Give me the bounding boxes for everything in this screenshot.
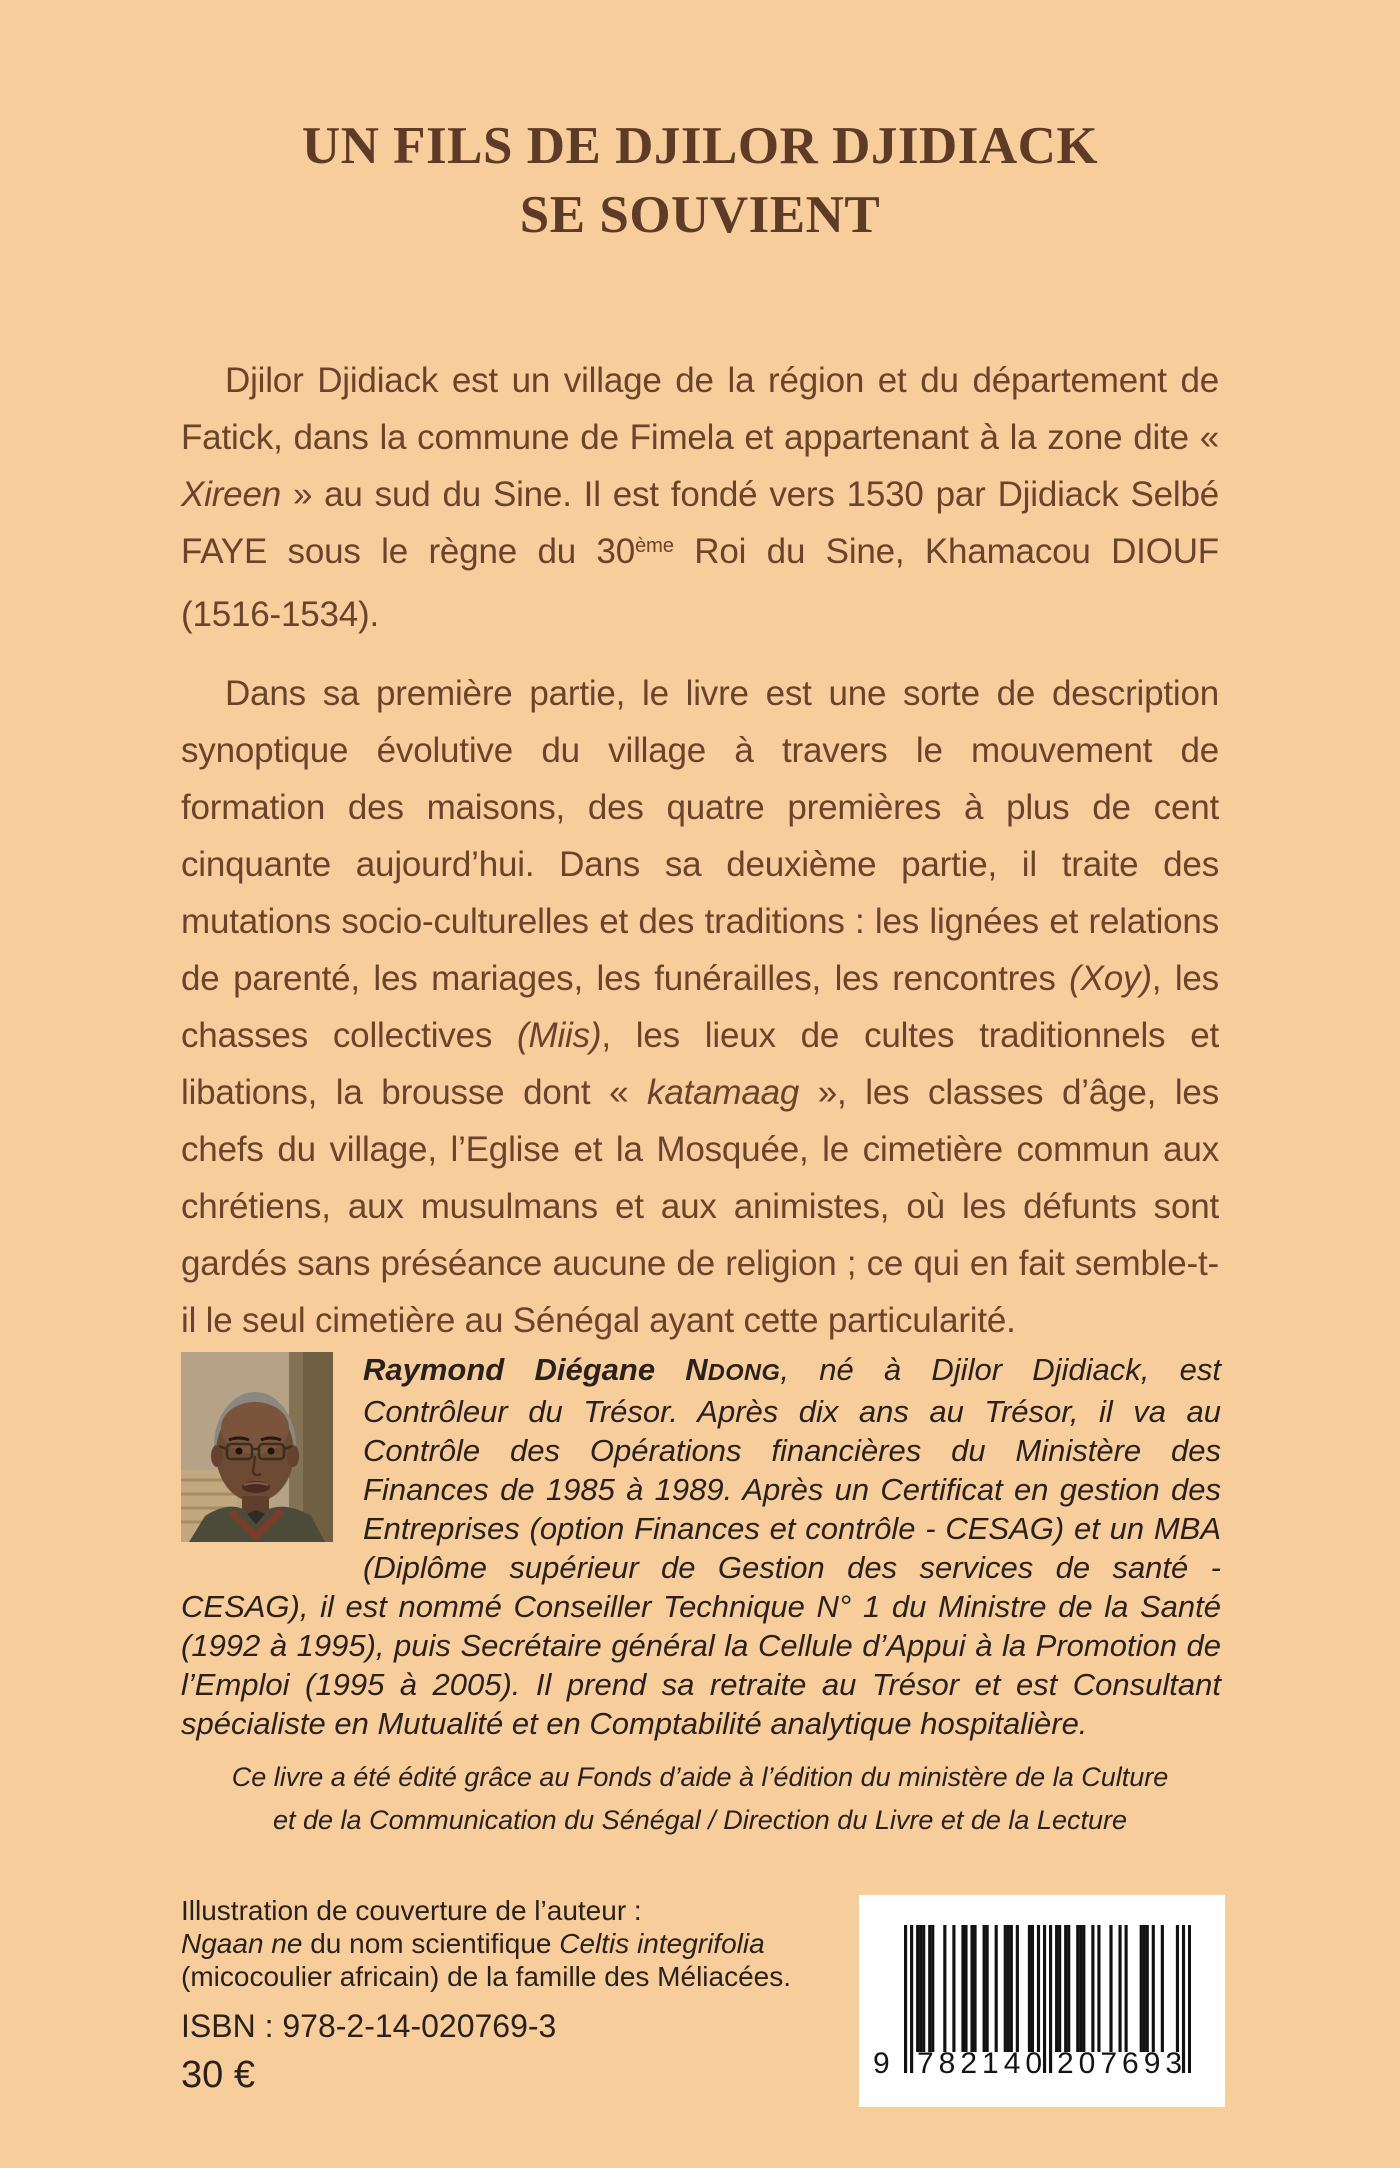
- book-title-line1: UN FILS DE DJILOR DJIDIACK: [301, 117, 1099, 175]
- cover-illustration-note-line2: Ngaan ne du nom scientifique Celtis integrifolia: [181, 1928, 765, 1959]
- book-title-line2: SE SOUVIENT: [519, 186, 881, 244]
- isbn: ISBN : 978-2-14-020769-3: [181, 2008, 557, 2044]
- author-bio: [181, 1350, 1221, 1743]
- synopsis-paragraph-1: Djilor Djidiack est un village de la région et du département de Fatick, dans la commune de Fimela et appartenant à la zone dite « Xireen » au sud du Sine. Il est fondé vers 1530 par Djidiack Selbé FAYE sous le règne du 30ème Roi du Sine, Khamacou DIOUF (1516-1534).: [181, 361, 1219, 634]
- author-photo: [181, 1352, 333, 1542]
- barcode: [859, 1895, 1225, 2107]
- price: 30 €: [181, 2054, 255, 2096]
- cover-illustration-note-line3: (micocoulier africain) de la famille des Méliacées.: [181, 1961, 792, 1992]
- funding-note-line1: Ce livre a été édité grâce au Fonds d’aide à l’édition du ministère de la Culture: [231, 1762, 1169, 1792]
- author-bio-text: Raymond Diégane NDONG, né à Djilor Djidiack, est Contrôleur du Trésor. Après dix ans au Trésor, il va au Contrôle des Opérations financières du Ministère des Finances de 1985 à 1989. Après un Certificat en gestion des Entreprises (option Finances et contrôle - CESAG) et un MBA (Diplôme supérieur de Gestion des services de santé - CESAG), il est nommé Conseiller Technique N° 1 du Ministre de la Santé (1992 à 1995), puis Secrétaire général la Cellule d’Appui à la Promotion de l’Emploi (1995 à 2005). Il prend sa retraite au Trésor et est Consultant spécialiste en Mutualité et en Comptabilité analytique hospitalière.: [181, 1352, 1221, 1741]
- barcode-digit-lead: 9: [873, 2047, 890, 2080]
- book-title: [0, 112, 1400, 250]
- barcode-digits-right: 207693: [1057, 2047, 1188, 2080]
- cover-illustration-note: [181, 1894, 791, 1993]
- synopsis-paragraph-2: Dans sa première partie, le livre est une sorte de description synoptique évolutive du village à travers le mouvement de formation des maisons, des quatre premières à plus de cent cinquante aujourd’hui. Dans sa deuxième partie, il traite des mutations socio-culturelles et des traditions : les lignées et relations de parenté, les mariages, les funérailles, les rencontres (Xoy), les chasses collectives (Miis), les lieux de cultes traditionnels et libations, la brousse dont « katamaag », les classes d’âge, les chefs du village, l’Eglise et la Mosquée, le cimetière commun aux chrétiens, aux musulmans et aux animistes, où les défunts sont gardés sans préséance aucune de religion ; ce qui en fait semble-t-il le seul cimetière au Sénégal ayant cette particularité.: [181, 674, 1220, 1340]
- author-portrait-graphic: [181, 1352, 333, 1542]
- cover-illustration-note-line1: Illustration de couverture de l’auteur :: [181, 1895, 642, 1926]
- synopsis: [181, 352, 1219, 1371]
- barcode-digits-left: 782140: [917, 2047, 1048, 2080]
- funding-note-line2: et de la Communication du Sénégal / Direction du Livre et de la Lecture: [273, 1805, 1127, 1835]
- funding-note: [0, 1756, 1400, 1842]
